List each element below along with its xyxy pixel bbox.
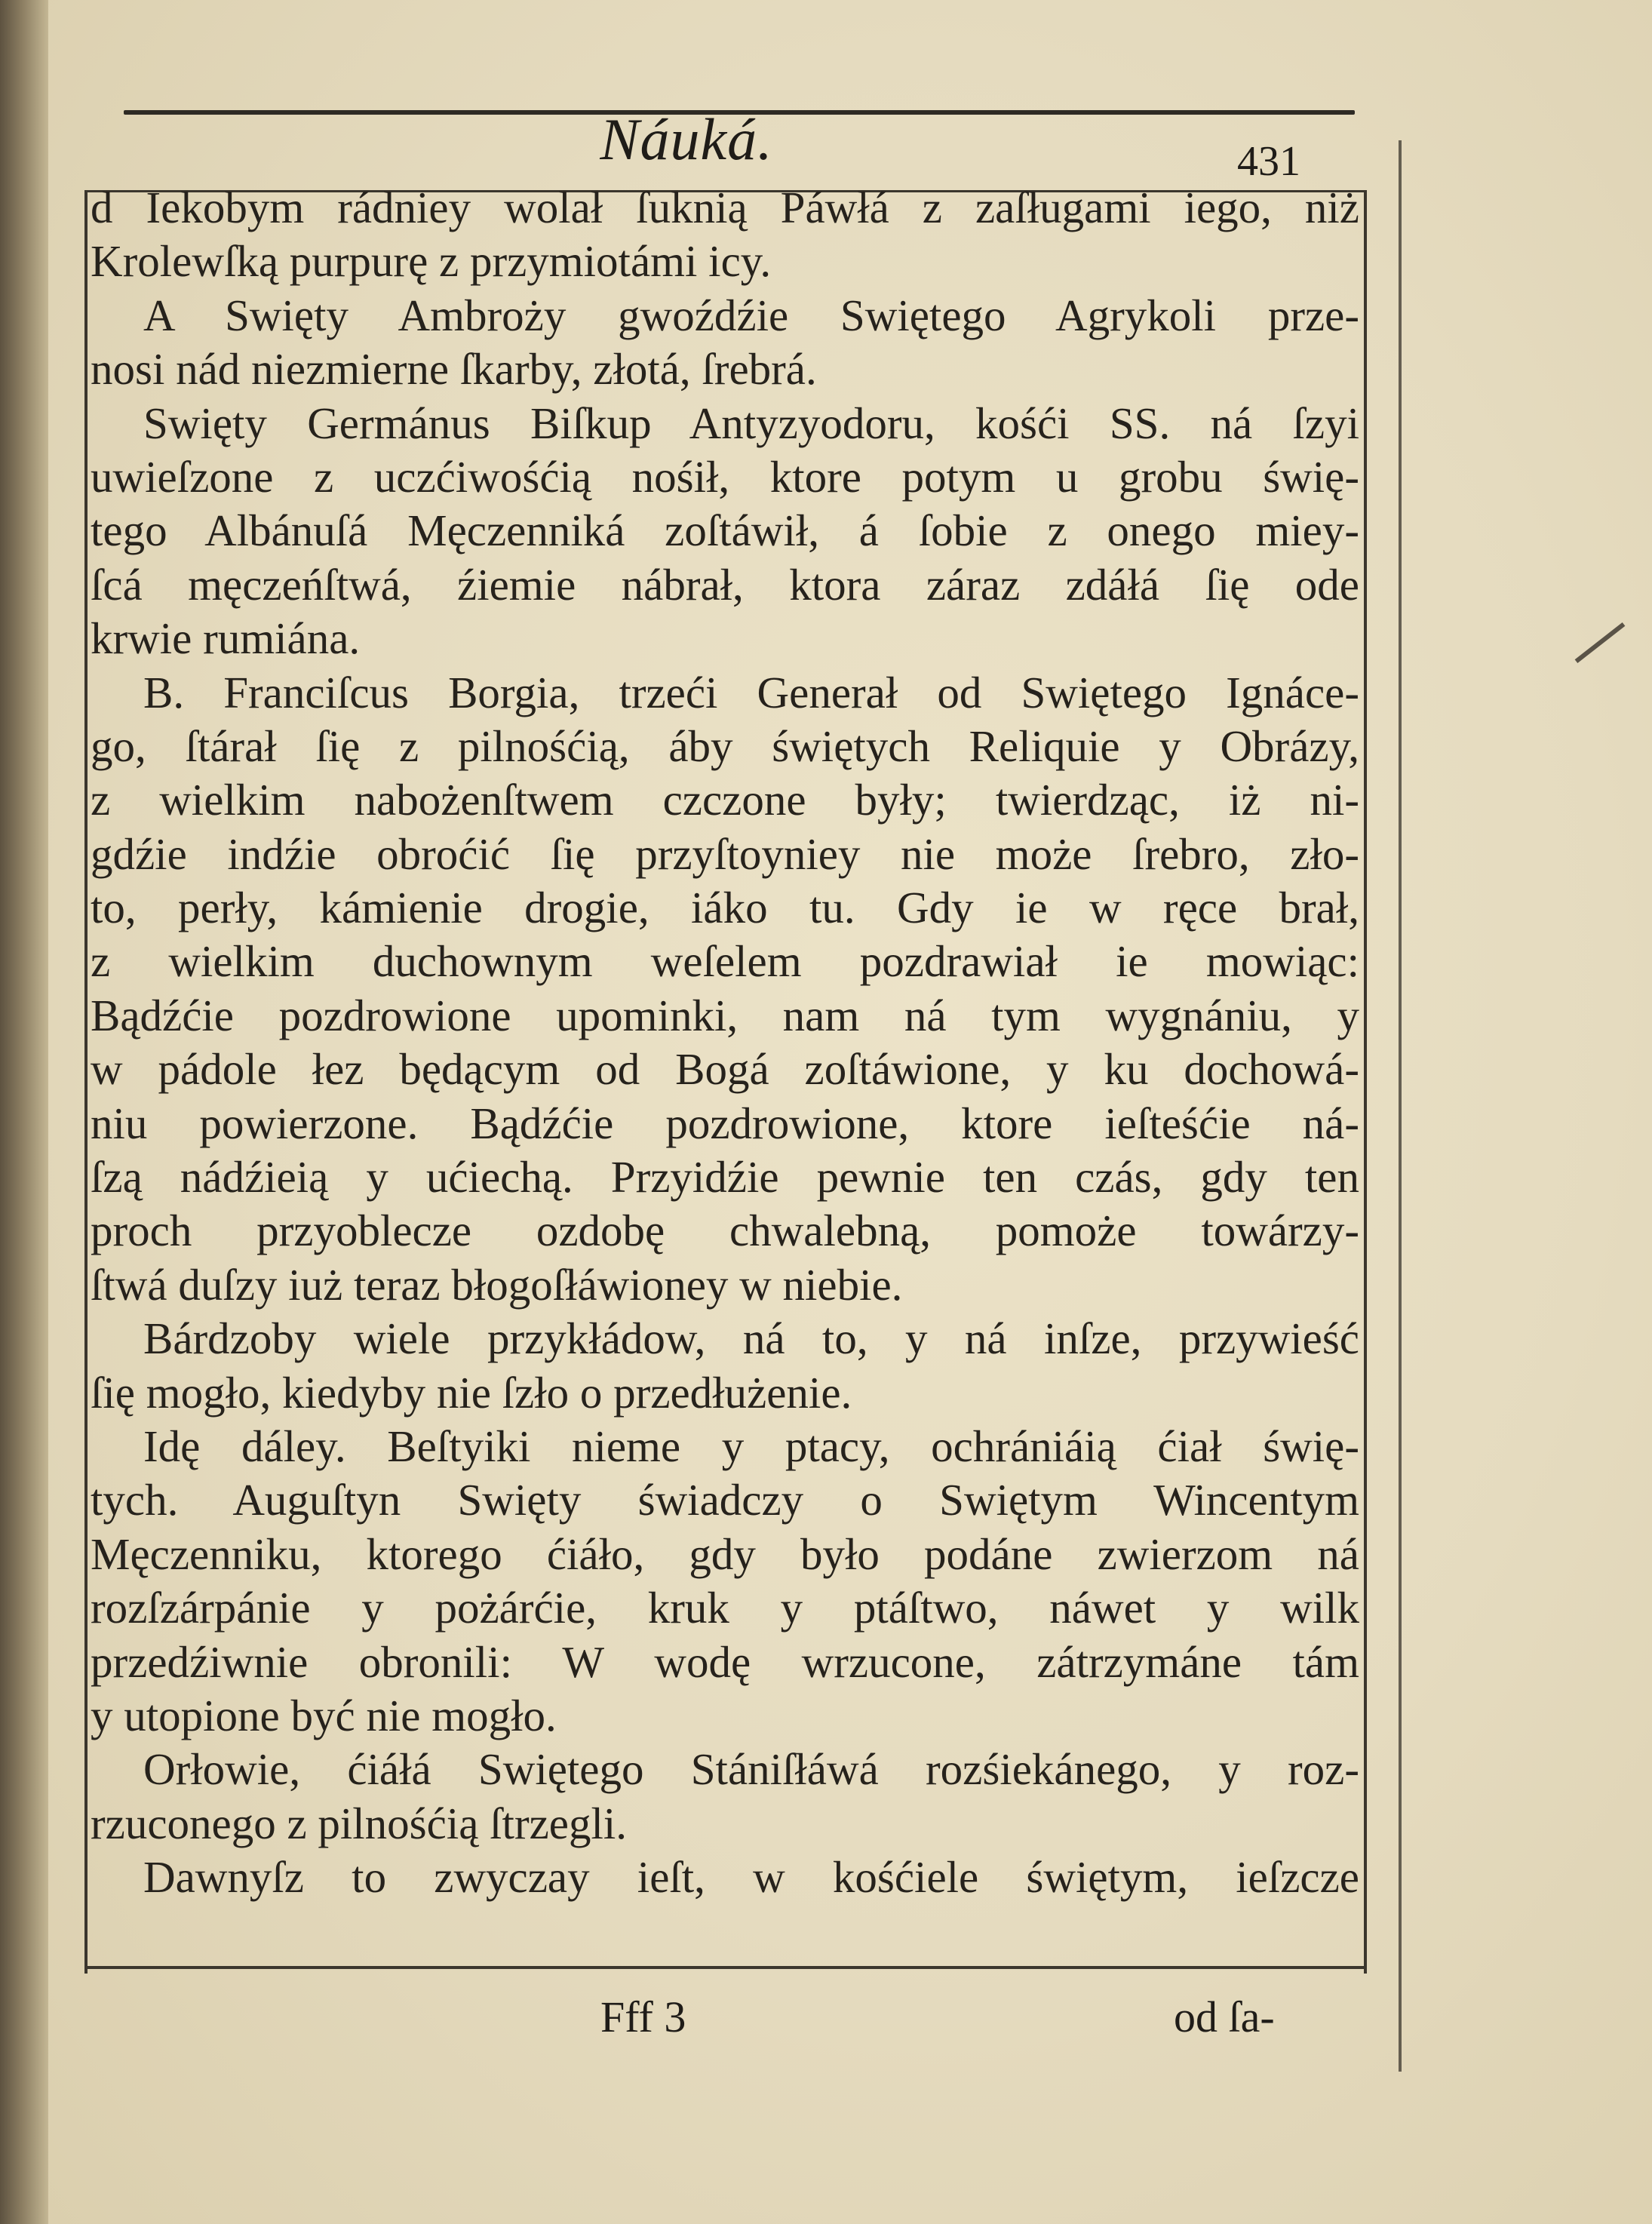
text-line: ſzą nádźieią y ućiechą. Przyidźie pewnie ten czás, gdy ten bbox=[91, 1152, 1359, 1203]
text-line: go, ſtárał ſię z pilnośćią, áby świętych Reliquie y Obrázy, bbox=[91, 720, 1359, 771]
text-line: gdźie indźie obroćić ſię przyſtoyniey nie może ſrebro, zło- bbox=[91, 828, 1359, 879]
text-line: Męczenniku, ktorego ćiáło, gdy było podáne zwierzom ná bbox=[91, 1528, 1359, 1579]
outer-margin-rule bbox=[1399, 140, 1402, 2072]
text-line: Orłowie, ćiáłá Swiętego Stániſłáwá rozśiekánego, y roz- bbox=[143, 1744, 1359, 1795]
text-line: A Swięty Ambroży gwoźdźie Swiętego Agrykoli prze- bbox=[143, 290, 1359, 340]
text-line: ſię mogło, kiedyby nie ſzło o przedłużenie. bbox=[91, 1367, 852, 1418]
body-text bbox=[91, 181, 1359, 1905]
running-head: Náuká. bbox=[600, 106, 773, 172]
text-line: y utopione być nie mogło. bbox=[91, 1690, 557, 1740]
text-line: rozſzárpánie y pożárćie, kruk y ptáſtwo, náwet y wilk bbox=[91, 1583, 1359, 1633]
text-line: ſtwá duſzy iuż teraz błogoſłáwioney w niebie. bbox=[91, 1259, 903, 1310]
text-line: z wielkim nabożenſtwem czczone były; twierdząc, iż ni- bbox=[91, 775, 1359, 825]
page-number: 431 bbox=[1237, 138, 1300, 185]
text-line: d Iekobym rádniey wolał ſuknią Páwłá z zaſługami iego, niż bbox=[91, 183, 1359, 232]
text-line: Dawnyſz to zwyczay ieſt, w kośćiele świętym, ieſzcze bbox=[143, 1852, 1359, 1903]
text-line: nosi nád niezmierne ſkarby, złotá, ſrebrá. bbox=[91, 344, 817, 395]
text-line: w pádole łez będącym od Bogá zoſtáwione, y ku dochowá- bbox=[91, 1044, 1359, 1095]
catchword: od ſa- bbox=[1174, 1992, 1275, 2041]
text-line: przedźiwnie obronili: W wodę wrzucone, zátrzymáne tám bbox=[91, 1636, 1359, 1687]
text-line: ſcá męczeńſtwá, źiemie nábrał, ktora záraz zdáłá ſię ode bbox=[91, 559, 1359, 610]
text-line: z wielkim duchownym weſelem pozdrawiał ie mowiąc: bbox=[91, 936, 1359, 987]
text-line: krwie rumiána. bbox=[91, 613, 361, 664]
text-line: rzuconego z pilnośćią ſtrzegli. bbox=[91, 1798, 627, 1848]
text-line: Bárdzoby wiele przykłádow, ná to, y ná inſze, przywieść bbox=[143, 1313, 1359, 1364]
footer-rule bbox=[84, 1966, 1364, 1969]
text-line: Idę dáley. Beſtyiki nieme y ptacy, ochrániáią ćiał świę- bbox=[143, 1421, 1359, 1471]
text-line: to, perły, kámienie drogie, iáko tu. Gdy ie w ręce brał, bbox=[91, 883, 1359, 933]
text-line: B. Franciſcus Borgia, trzeći Generał od Swiętego Ignáce- bbox=[143, 667, 1359, 717]
text-line: Swięty Germánus Biſkup Antyzyodoru, kośći SS. ná ſzyi bbox=[143, 398, 1359, 448]
text-line: proch przyoblecze ozdobę chwalebną, pomoże towárzy- bbox=[91, 1206, 1359, 1256]
text-line: uwieſzone z uczćiwośćią nośił, ktore potym u grobu świę- bbox=[91, 451, 1359, 502]
text-line: Krolewſką purpurę z przymiotámi icy. bbox=[91, 236, 772, 287]
text-line: niu powierzone. Bądźćie pozdrowione, ktore ieſteśćie ná- bbox=[91, 1098, 1359, 1148]
signature-mark: Fff 3 bbox=[600, 1992, 686, 2041]
text-line: Bądźćie pozdrowione upominki, nam ná tym wygnániu, y bbox=[91, 990, 1359, 1040]
previous-page-edge bbox=[0, 0, 48, 2224]
text-line: tego Albánuſá Męczenniká zoſtáwił, á ſobie z onego miey- bbox=[91, 505, 1359, 556]
text-line: tych. Auguſtyn Swięty świadczy o Swiętym Wincentym bbox=[91, 1475, 1359, 1525]
